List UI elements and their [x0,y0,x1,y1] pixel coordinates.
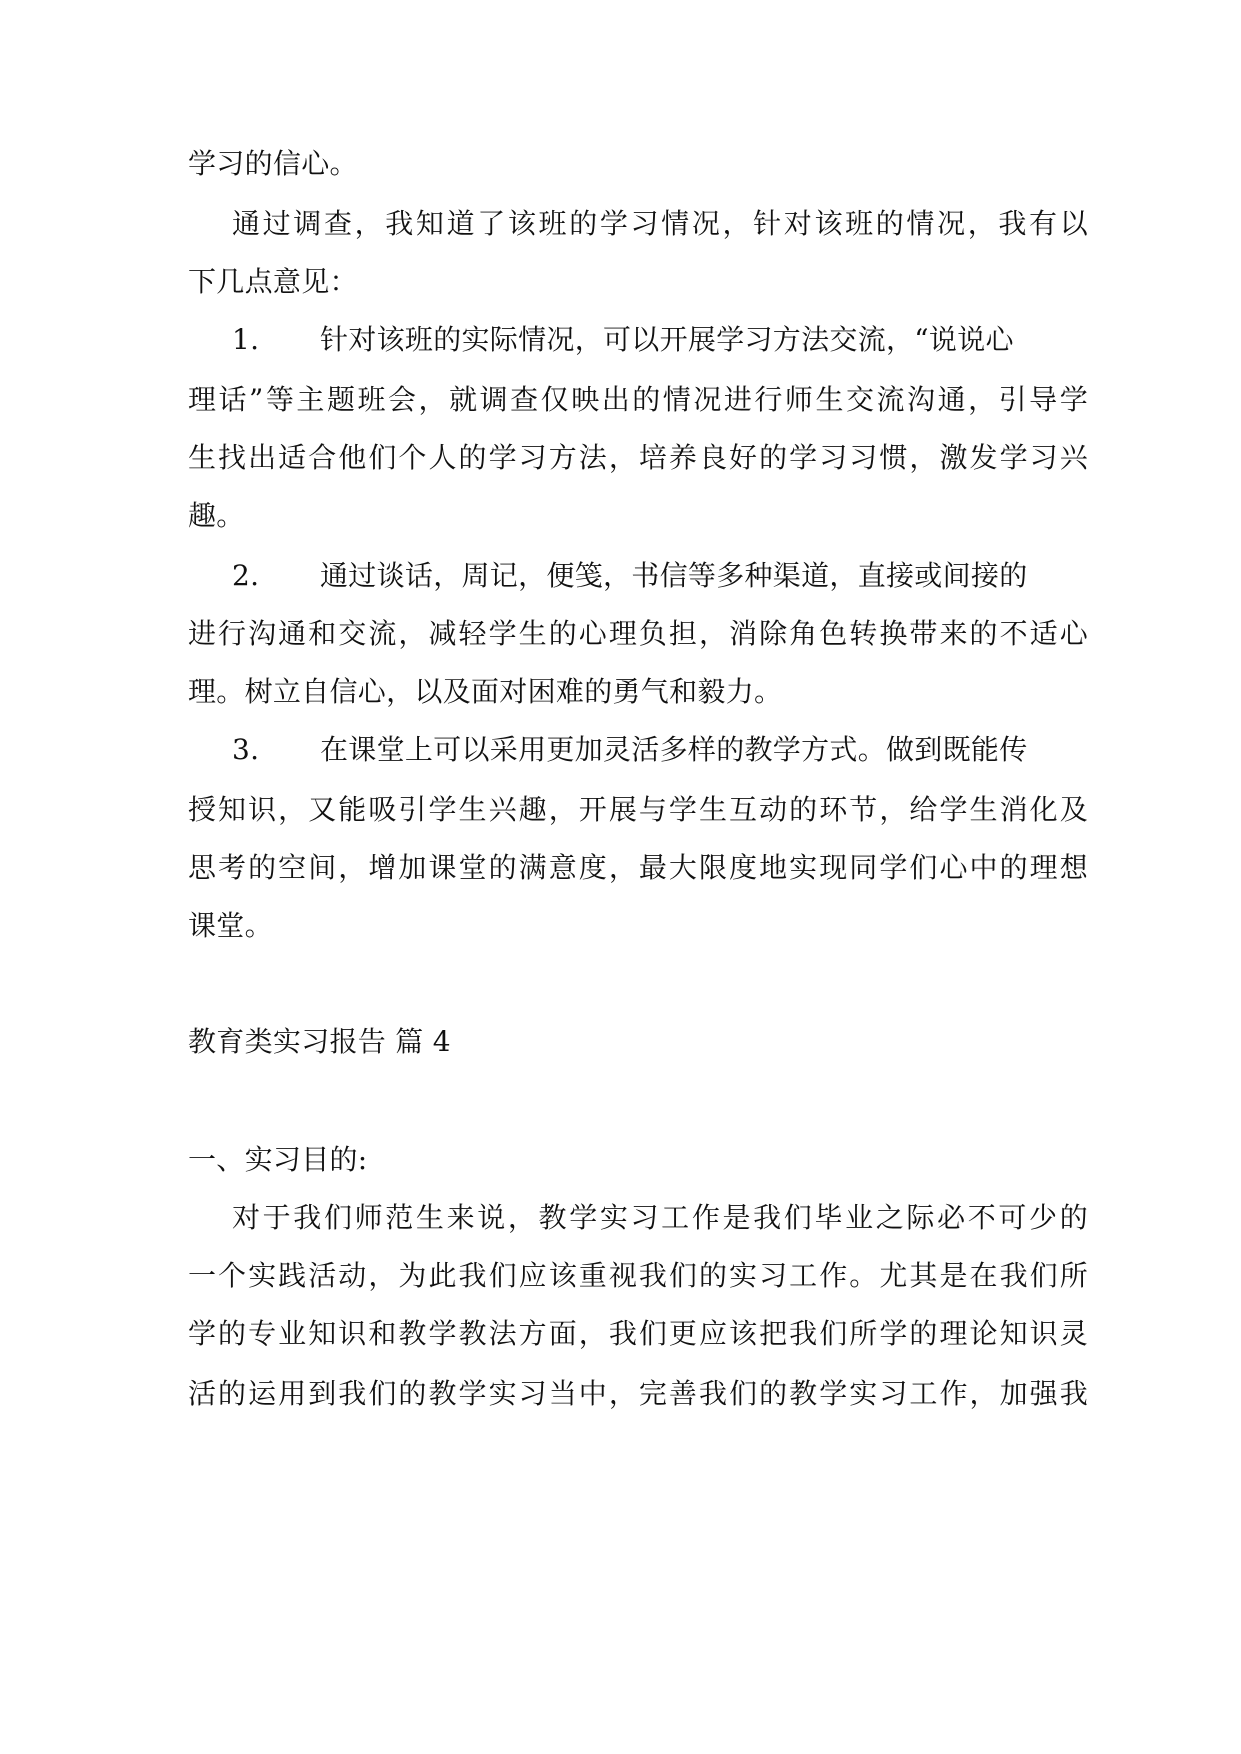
paragraph-line: 思考的空间，增加课堂的满意度，最大限度地实现同学们心中的理想 [188,851,1088,884]
item-number: 2. [232,559,260,592]
paragraph-line: 对于我们师范生来说，教学实习工作是我们毕业之际必不可少的 [232,1201,1088,1234]
numbered-item-line [232,556,1132,596]
item-text: 通过谈话，周记，便笺，书信等多种渠道，直接或间接的 [320,559,1028,592]
text-line: 课堂。 [188,909,273,942]
numbered-item-line [232,730,1132,770]
paragraph-line: 授知识，又能吸引学生兴趣，开展与学生互动的环节，给学生消化及 [188,793,1088,826]
item-text: 在课堂上可以采用更加灵活多样的教学方式。做到既能传 [320,733,1028,766]
text-line: 下几点意见： [188,265,358,298]
section-title: 教育类实习报告 篇 4 [188,1025,451,1058]
paragraph-line: 一个实践活动，为此我们应该重视我们的实习工作。尤其是在我们所 [188,1259,1088,1292]
text-line: 学习的信心。 [188,147,358,180]
paragraph-line: 进行沟通和交流，减轻学生的心理负担，消除角色转换带来的不适心 [188,617,1088,650]
paragraph-line: 活的运用到我们的教学实习当中，完善我们的教学实习工作，加强我 [188,1377,1088,1410]
item-number: 3. [232,733,260,766]
paragraph-line: 生找出适合他们个人的学习方法，培养良好的学习习惯，激发学习兴 [188,441,1088,474]
text-line: 趣。 [188,499,245,532]
paragraph-line: 学的专业知识和教学教法方面，我们更应该把我们所学的理论知识灵 [188,1317,1088,1350]
text-line: 理。树立自信心，以及面对困难的勇气和毅力。 [188,675,783,708]
item-text: 针对该班的实际情况，可以开展学习方法交流，“说说心 [320,323,1014,356]
subsection-title: 一、实习目的: [188,1143,368,1176]
item-number: 1. [232,323,260,356]
paragraph-line: 理话”等主题班会，就调查仅映出的情况进行师生交流沟通，引导学 [188,383,1088,416]
paragraph-line: 通过调查，我知道了该班的学习情况，针对该班的情况，我有以 [232,207,1088,240]
numbered-item-line [232,320,1132,360]
